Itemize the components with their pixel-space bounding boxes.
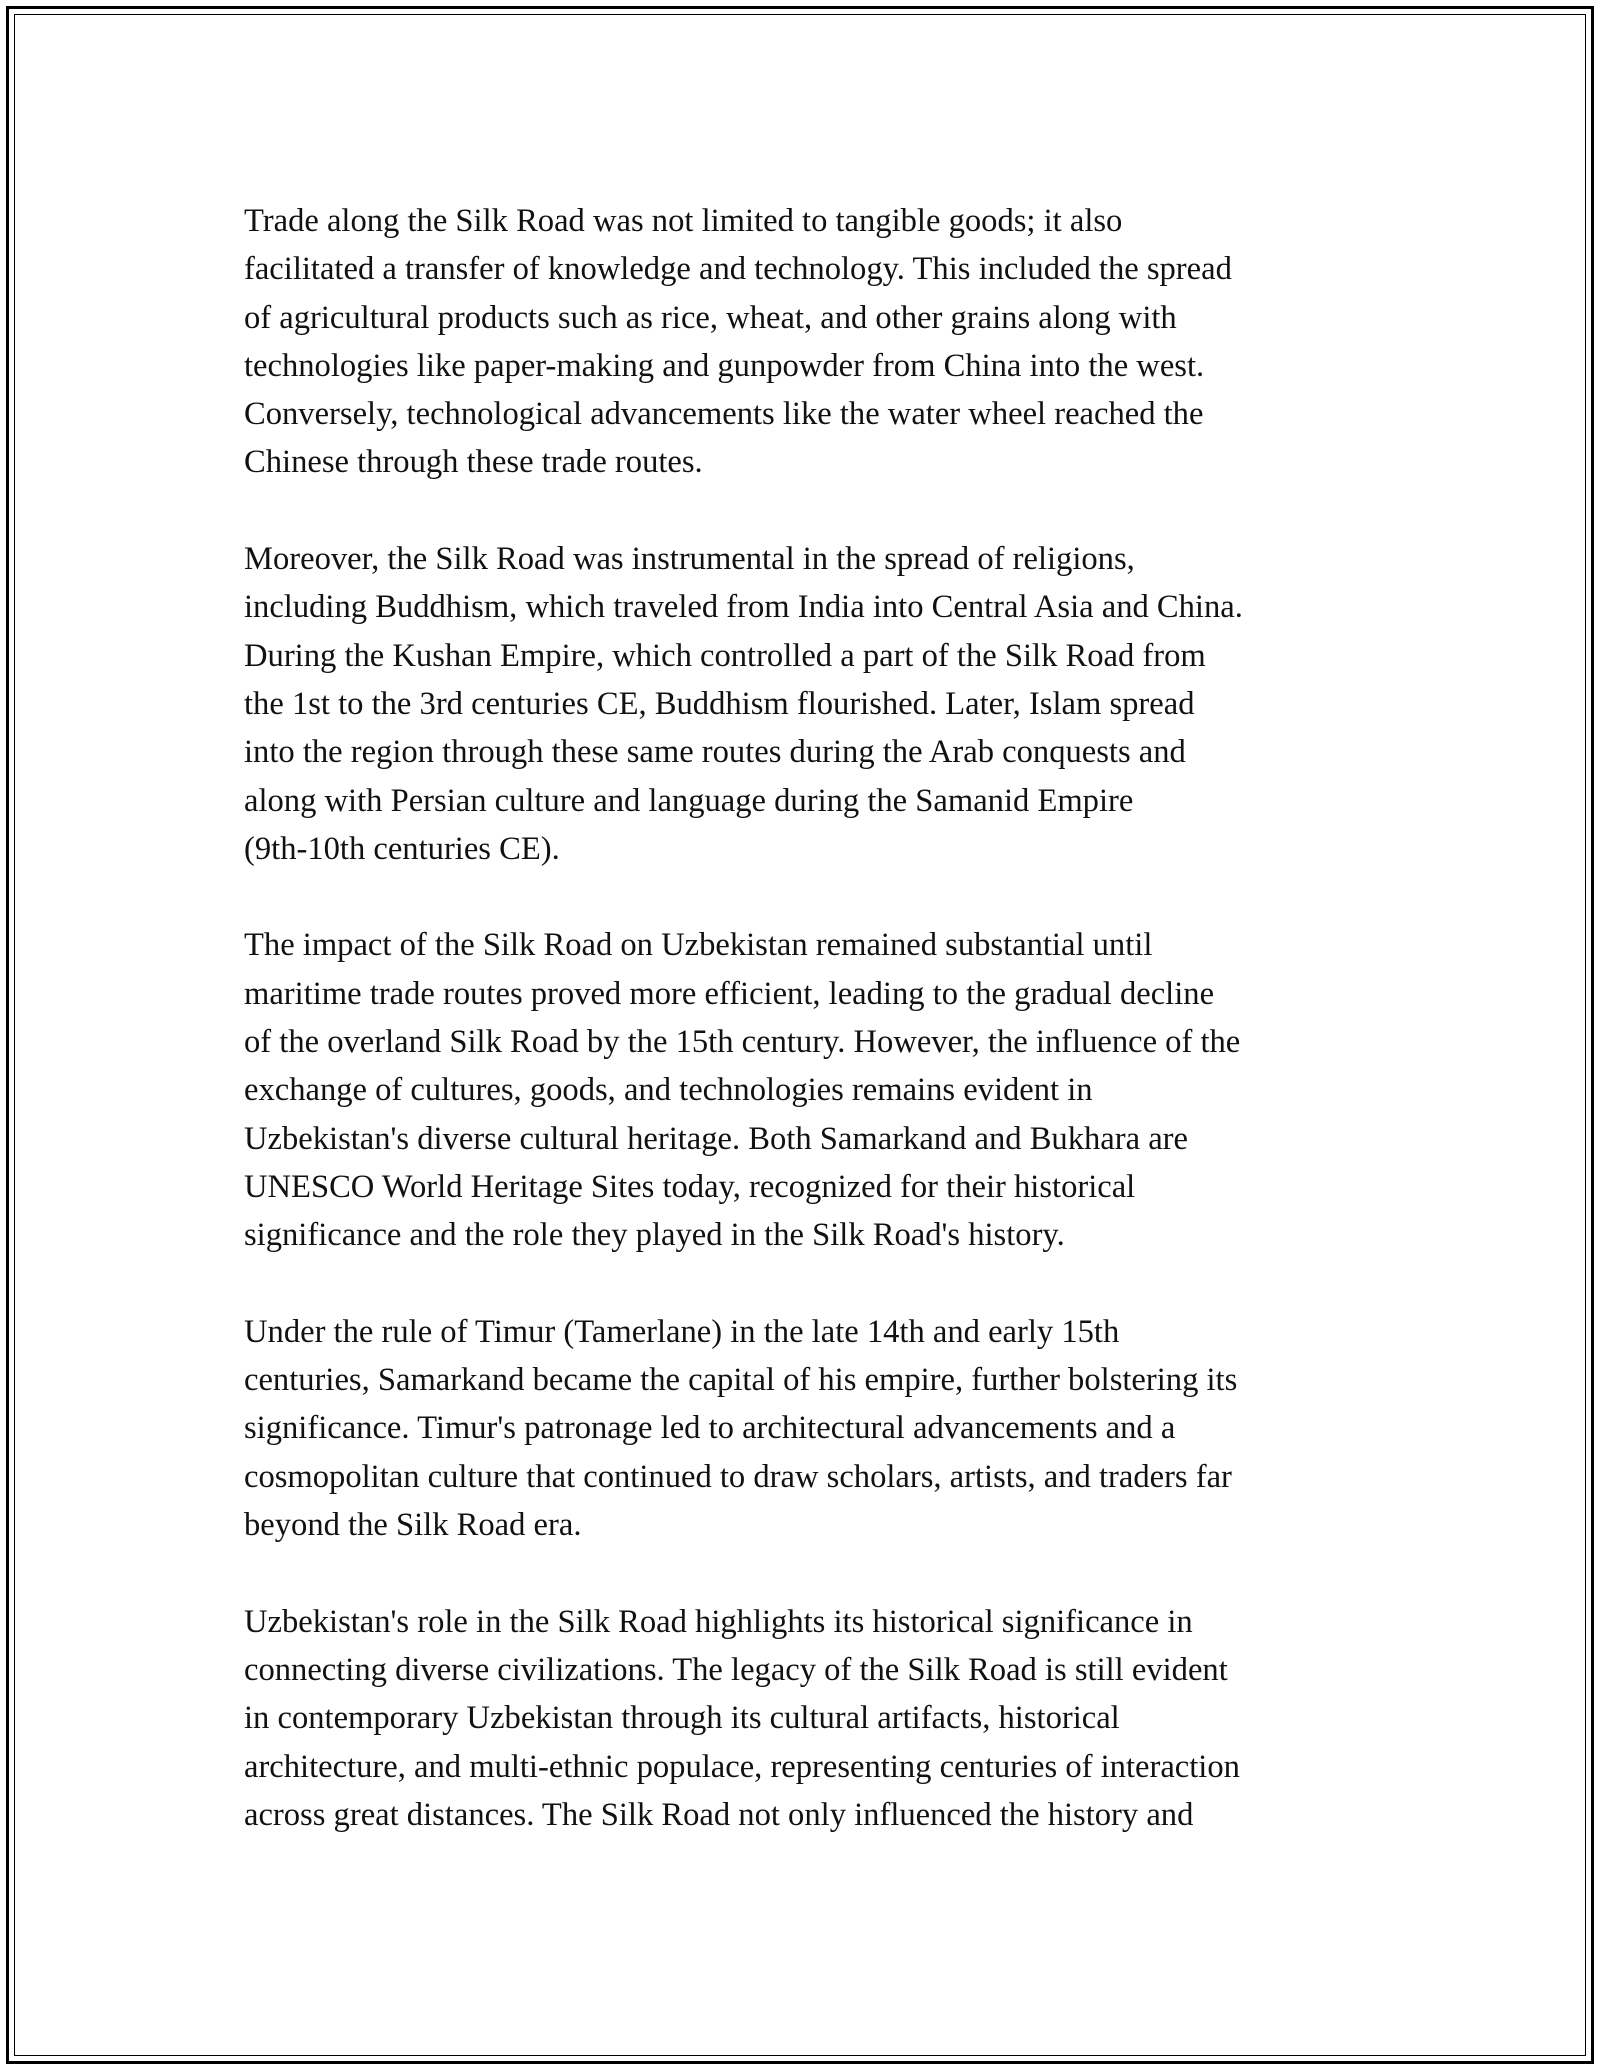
text-line: of agricultural products such as rice, wheat, and other grains along with [244,299,1177,336]
text-line: the 1st to the 3rd centuries CE, Buddhism flourished. Later, Islam spread [244,685,1195,722]
text-line: Trade along the Silk Road was not limited to tangible goods; it also [244,203,1123,239]
text-line: into the region through these same routes during the Arab conquests and [244,734,1186,771]
text-line: connecting diverse civilizations. The legacy of the Silk Road is still evident [244,1651,1228,1688]
text-line: Conversely, technological advancements like the water wheel reached the [244,396,1204,433]
text-line: During the Kushan Empire, which controlled a part of the Silk Road from [244,637,1206,674]
text-line: maritime trade routes proved more efficient, leading to the gradual decline [244,975,1215,1012]
text-line: architecture, and multi-ethnic populace, representing centuries of interaction [244,1748,1240,1785]
text-line: UNESCO World Heritage Sites today, recognized for their historical [244,1168,1136,1205]
text-line: technologies like paper-making and gunpowder from China into the west. [244,347,1205,384]
text-line: centuries, Samarkand became the capital of his empire, further bolstering its [244,1362,1238,1399]
text-line: across great distances. The Silk Road not only influenced the history and [244,1796,1194,1833]
text-line: Uzbekistan's diverse cultural heritage. Both Samarkand and Bukhara are [244,1120,1188,1157]
text-line: along with Persian culture and language during the Samanid Empire [244,782,1134,819]
paragraph-3 [244,921,1394,1259]
paragraph-1 [244,197,1394,487]
text-line: of the overland Silk Road by the 15th century. However, the influence of the [244,1024,1241,1061]
text-line: cosmopolitan culture that continued to draw scholars, artists, and traders far [244,1458,1232,1495]
text-line: in contemporary Uzbekistan through its cultural artifacts, historical [244,1700,1120,1737]
text-line: significance. Timur's patronage led to architectural advancements and a [244,1410,1176,1447]
document-body [244,197,1394,1887]
paragraph-2 [244,535,1394,873]
text-line: beyond the Silk Road era. [244,1507,582,1544]
text-line: (9th-10th centuries CE). [244,830,560,867]
text-line: Uzbekistan's role in the Silk Road highlights its historical significance in [244,1603,1193,1640]
text-line: facilitated a transfer of knowledge and technology. This included the spread [244,251,1232,288]
text-line: Moreover, the Silk Road was instrumental in the spread of religions, [244,541,1135,578]
paragraph-4 [244,1308,1394,1549]
text-line: exchange of cultures, goods, and technologies remains evident in [244,1072,1093,1109]
text-line: including Buddhism, which traveled from India into Central Asia and China. [244,589,1243,626]
paragraph-5 [244,1598,1394,1839]
text-line: Under the rule of Timur (Tamerlane) in the late 14th and early 15th [244,1313,1120,1350]
text-line: significance and the role they played in the Silk Road's history. [244,1217,1065,1254]
text-line: Chinese through these trade routes. [244,444,703,481]
text-line: The impact of the Silk Road on Uzbekistan remained substantial until [244,927,1153,964]
page-border [6,6,1594,2064]
